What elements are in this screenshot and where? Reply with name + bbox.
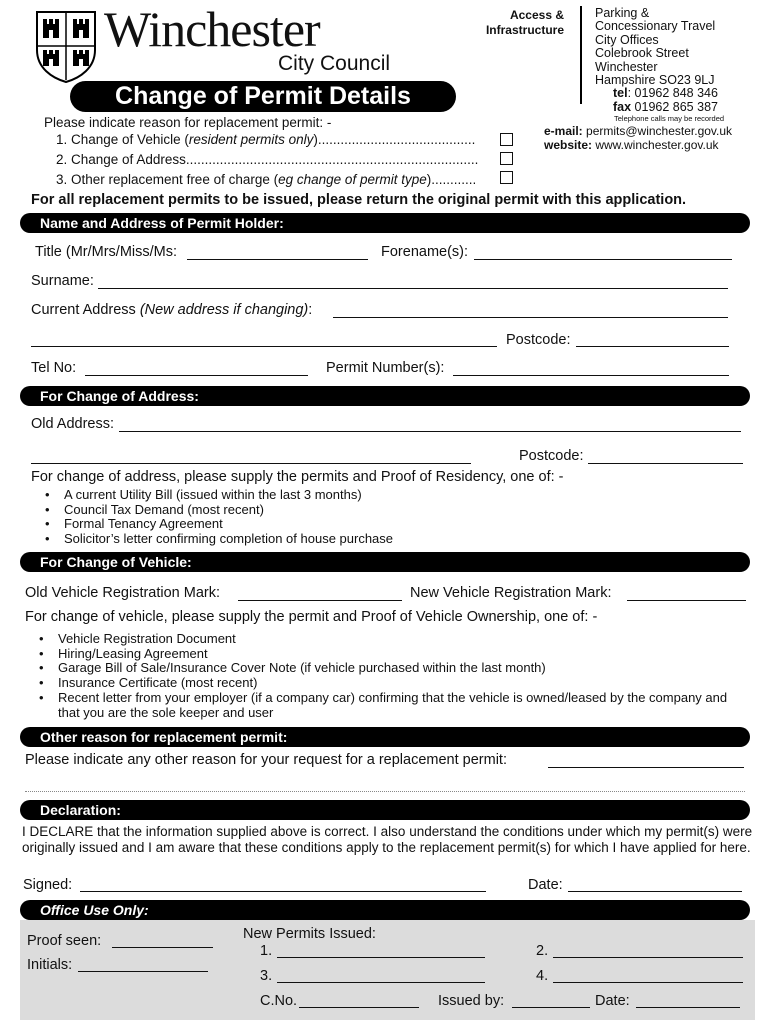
- proof-seen-label: Proof seen:: [27, 933, 102, 949]
- reason-vehicle-note: resident permits only: [188, 132, 314, 147]
- current-address-colon: :: [308, 302, 313, 318]
- permit-slot-3-label: 3.: [260, 968, 273, 984]
- list-item: • Vehicle Registration Document: [39, 632, 739, 647]
- reason-vehicle: [56, 132, 475, 147]
- other-checkbox[interactable]: [500, 171, 513, 184]
- vehicle-checkbox[interactable]: [500, 133, 513, 146]
- postal-address: [595, 7, 718, 114]
- cno-field[interactable]: [299, 1007, 419, 1008]
- list-item: • Recent letter from your employer (if a company car) confirming that the vehicle is owned/leased by the company and that you are the sole keeper and user: [39, 691, 739, 720]
- email-label: e-mail:: [544, 124, 583, 138]
- tel-no-field[interactable]: [85, 375, 308, 376]
- office-date-field[interactable]: [636, 1007, 740, 1008]
- current-address-label: [31, 302, 312, 318]
- permit-slot-4-field[interactable]: [553, 982, 743, 983]
- address-change-heading: For Change of Address:: [20, 386, 750, 406]
- council-subtitle: City Council: [278, 52, 391, 75]
- address-line: Parking &: [595, 6, 650, 20]
- residency-proof-text: For change of address, please supply the permits and Proof of Residency, one of: -: [31, 469, 564, 485]
- permit-slot-4-label: 4.: [536, 968, 549, 984]
- list-item: • Hiring/Leasing Agreement: [39, 647, 739, 662]
- residency-proof-list: [45, 488, 735, 547]
- other-reason-field[interactable]: [548, 767, 744, 768]
- list-item: • A current Utility Bill (issued within the last 3 months): [45, 488, 735, 503]
- new-permits-label: New Permits Issued:: [243, 926, 376, 942]
- new-reg-field[interactable]: [627, 600, 746, 601]
- fax-line: [595, 101, 718, 114]
- reason-vehicle-leader: )..........................................: [313, 132, 476, 147]
- reason-other-leader: )............: [426, 172, 477, 187]
- reason-other-note: eg change of permit type: [278, 172, 427, 187]
- issued-by-label: Issued by:: [438, 993, 505, 1009]
- other-reason-line2-field[interactable]: [25, 791, 745, 792]
- surname-label: Surname:: [31, 273, 94, 289]
- list-item: • Council Tax Demand (most recent): [45, 503, 735, 518]
- old-address-label: Old Address:: [31, 416, 115, 432]
- other-reason-heading: Other reason for replacement permit:: [20, 727, 750, 747]
- current-address-text: Current Address: [31, 302, 140, 318]
- postcode-label: Postcode:: [506, 332, 571, 348]
- list-item: • Insurance Certificate (most recent): [39, 676, 739, 691]
- council-crest: [35, 10, 97, 84]
- title-label: Title (Mr/Mrs/Miss/Ms:: [35, 244, 178, 260]
- fax-label: fax: [613, 99, 632, 114]
- reason-other: [56, 172, 476, 187]
- department-line: Access &: [509, 8, 564, 22]
- current-address-field[interactable]: [333, 317, 728, 318]
- office-use-panel: [20, 920, 755, 1020]
- surname-field[interactable]: [98, 288, 728, 289]
- new-reg-label: New Vehicle Registration Mark:: [410, 585, 612, 601]
- reason-prompt: Please indicate reason for replacement permit: -: [44, 115, 332, 130]
- address-checkbox[interactable]: [500, 152, 513, 165]
- declaration-heading: Declaration:: [20, 800, 750, 820]
- website-label: website:: [544, 138, 593, 152]
- initials-field[interactable]: [78, 971, 208, 972]
- ownership-proof-text: For change of vehicle, please supply the permit and Proof of Vehicle Ownership, one of: -: [25, 609, 598, 625]
- old-address-field[interactable]: [119, 431, 741, 432]
- reason-address: 2. Change of Address..............................................................................: [56, 152, 479, 167]
- contact-lines: [544, 124, 732, 152]
- fax-value: 01962 865 387: [631, 99, 718, 114]
- proof-seen-field[interactable]: [112, 947, 213, 948]
- postcode-field[interactable]: [576, 346, 729, 347]
- permit-number-field[interactable]: [453, 375, 729, 376]
- current-address-line2-field[interactable]: [31, 346, 497, 347]
- department-line: Infrastructure: [485, 23, 564, 37]
- old-address-line2-field[interactable]: [31, 463, 471, 464]
- permit-slot-1-field[interactable]: [277, 957, 485, 958]
- signed-label: Signed:: [23, 877, 73, 893]
- current-address-note: (New address if changing): [139, 302, 309, 318]
- address-line: Winchester: [595, 59, 658, 74]
- old-reg-field[interactable]: [238, 600, 402, 601]
- department: [470, 8, 564, 38]
- ownership-proof-list: [39, 632, 739, 720]
- declaration-text: I DECLARE that the information supplied above is correct. I also understand the conditions under which my permit(s) were originally issued and I am aware that these conditions apply to the replacement permit(s) for which I have applied for here.: [22, 824, 753, 855]
- list-item: • Garage Bill of Sale/Insurance Cover Note (if vehicle purchased within the last month): [39, 661, 739, 676]
- permit-slot-2-field[interactable]: [553, 957, 743, 958]
- website-link[interactable]: www.winchester.gov.uk: [592, 138, 719, 152]
- address-line: Hampshire SO23 9LJ: [595, 73, 715, 88]
- title-field[interactable]: [187, 259, 368, 260]
- list-item: • Solicitor’s letter confirming completion of house purchase: [45, 532, 735, 547]
- issued-by-field[interactable]: [512, 1007, 590, 1008]
- declaration-date-label: Date:: [528, 877, 563, 893]
- email-line: [544, 124, 732, 138]
- list-item: • Formal Tenancy Agreement: [45, 517, 735, 532]
- form-title: Change of Permit Details: [70, 81, 456, 112]
- council-name: Winchester: [104, 1, 320, 57]
- permit-slot-1-label: 1.: [260, 943, 273, 959]
- header-divider: [580, 6, 582, 104]
- old-postcode-label: Postcode:: [519, 448, 584, 464]
- permit-slot-2-label: 2.: [536, 943, 549, 959]
- email-link[interactable]: permits@winchester.gov.uk: [582, 124, 733, 138]
- tel-line: [595, 87, 718, 100]
- office-date-label: Date:: [595, 993, 630, 1009]
- permit-slot-3-field[interactable]: [277, 982, 485, 983]
- address-line: City Offices: [595, 32, 659, 47]
- old-postcode-field[interactable]: [588, 463, 743, 464]
- tel-no-label: Tel No:: [31, 360, 77, 376]
- initials-label: Initials:: [27, 957, 73, 973]
- cno-label: C.No.: [260, 993, 298, 1009]
- tel-label: tel: [613, 86, 628, 101]
- address-line: Colebrook Street: [595, 46, 689, 61]
- forename-field[interactable]: [474, 259, 732, 260]
- return-notice: For all replacement permits to be issued, please return the original permit with this application.: [31, 192, 687, 208]
- forename-label: Forename(s):: [381, 244, 469, 260]
- vehicle-change-heading: For Change of Vehicle:: [20, 552, 750, 572]
- office-use-heading: Office Use Only:: [20, 900, 750, 920]
- permit-number-label: Permit Number(s):: [326, 360, 445, 376]
- tel-value: : 01962 848 346: [627, 86, 718, 101]
- website-line: [544, 138, 732, 152]
- other-reason-prompt: Please indicate any other reason for your request for a replacement permit:: [25, 752, 507, 768]
- reason-other-label: 3. Other replacement free of charge (: [56, 172, 279, 187]
- address-line: Concessionary Travel: [595, 19, 716, 34]
- reason-vehicle-label: 1. Change of Vehicle (: [56, 132, 189, 147]
- old-reg-label: Old Vehicle Registration Mark:: [25, 585, 221, 601]
- calls-note: Telephone calls may be recorded: [614, 114, 725, 123]
- declaration-date-field[interactable]: [568, 891, 742, 892]
- holder-section-heading: Name and Address of Permit Holder:: [20, 213, 750, 233]
- signature-field[interactable]: [80, 891, 486, 892]
